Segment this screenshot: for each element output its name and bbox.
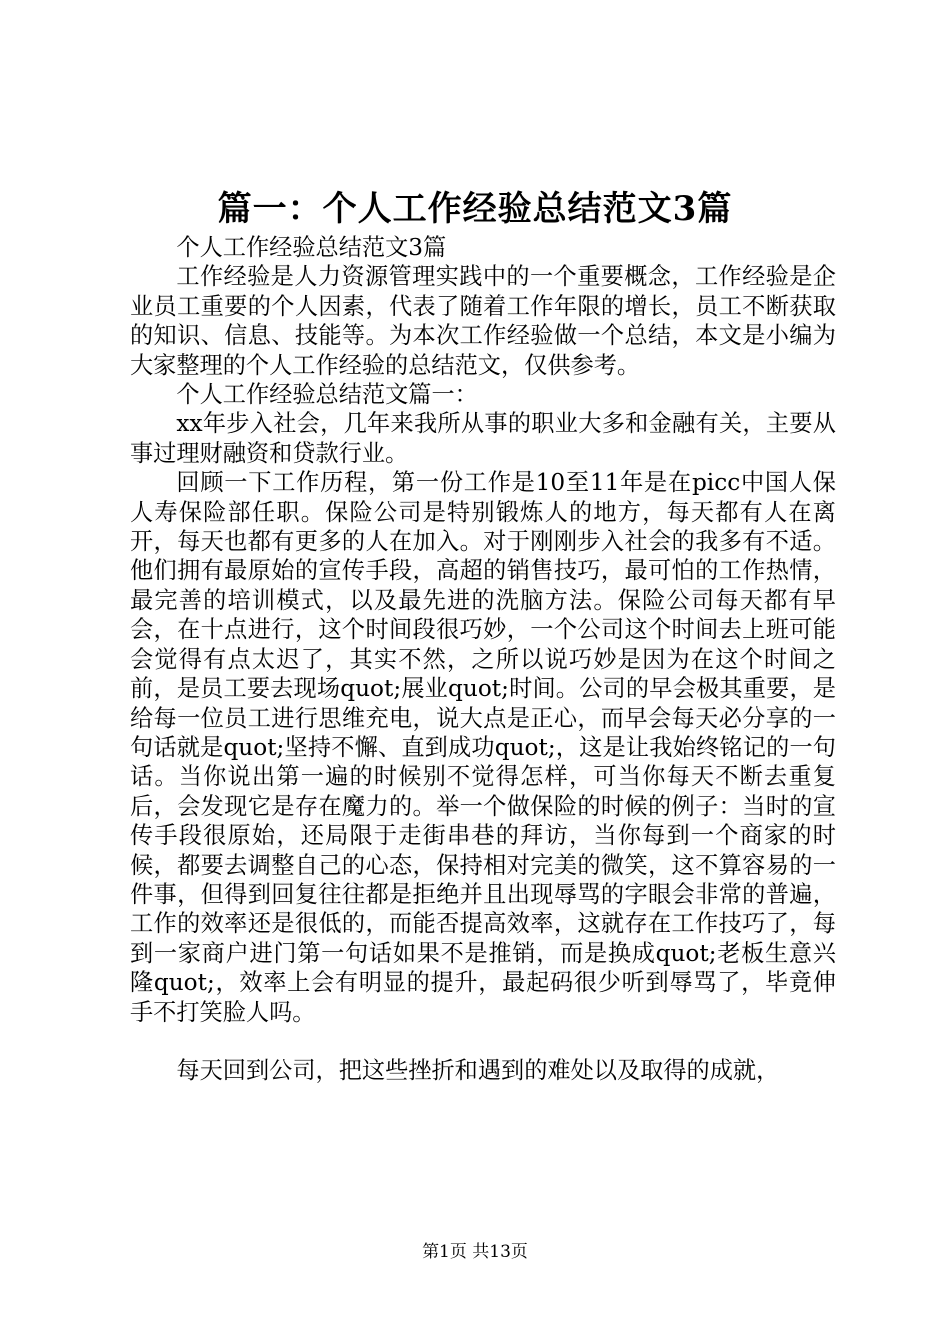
paragraph-subtitle: 个人工作经验总结范文3篇 xyxy=(176,234,447,261)
page-number-footer: 第1页 共13页 xyxy=(422,1242,528,1262)
document-body xyxy=(130,233,836,1086)
paragraph-intro: 工作经验是人力资源管理实践中的一个重要概念，工作经验是企业员工重要的个人因素，代表了随着工作年限的增长，员工不断获取的知识、信息、技能等。为本次工作经验做一个总结，本文是小编为大家整理的个人工作经验的总结范文，仅供参考。 xyxy=(130,263,836,379)
paragraph-career-start: xx年步入社会，几年来我所从事的职业大多和金融有关，主要从事过理财融资和贷款行业。 xyxy=(130,410,836,467)
paragraph-career-review: 回顾一下工作历程，第一份工作是10至11年是在picc中国人保人寿保险部任职。保险公司是特别锻炼人的地方，每天都有人在离开，每天也都有更多的人在加入。对于刚刚步入社会的我多有不适。他们拥有最原始的宣传手段，高超的销售技巧，最可怕的工作热情，最完善的培训模式，以及最先进的洗脑方法。保险公司每天都有早会，在十点进行，这个时间段很巧妙，一个公司这个时间去上班可能会觉得有点太迟了，其实不然，之所以说巧妙是因为在这个时间之前，是员工要去现场quot;展业quot;时间。公司的早会极其重要，是给每一位员工进行思维充电，说大点是正心，而早会每天必分享的一句话就是quot;坚持不懈、直到成功quot;，这是让我始终铭记的一句话。当你说出第一遍的时候别不觉得怎样，可当你每天不断去重复后，会发现它是存在魔力的。举一个做保险的时候的例子：当时的宣传手段很原始，还局限于走街串巷的拜访，当你每到一个商家的时候，都要去调整自己的心态，保持相对完美的微笑，这不算容易的一件事，但得到回复往往都是拒绝并且出现辱骂的字眼会非常的普遍，工作的效率还是很低的，而能否提高效率，这就存在工作技巧了，每到一家商户进门第一句话如果不是推销，而是换成quot;老板生意兴隆quot;，效率上会有明显的提升，最起码很少听到辱骂了，毕竟伸手不打笑脸人吗。 xyxy=(130,469,836,1026)
paragraph-section-heading: 个人工作经验总结范文篇一： xyxy=(176,381,478,409)
paragraph-daily-return: 每天回到公司，把这些挫折和遇到的难处以及取得的成就， xyxy=(176,1057,780,1085)
document-title: 篇一：个人工作经验总结范文3篇 xyxy=(217,189,733,229)
